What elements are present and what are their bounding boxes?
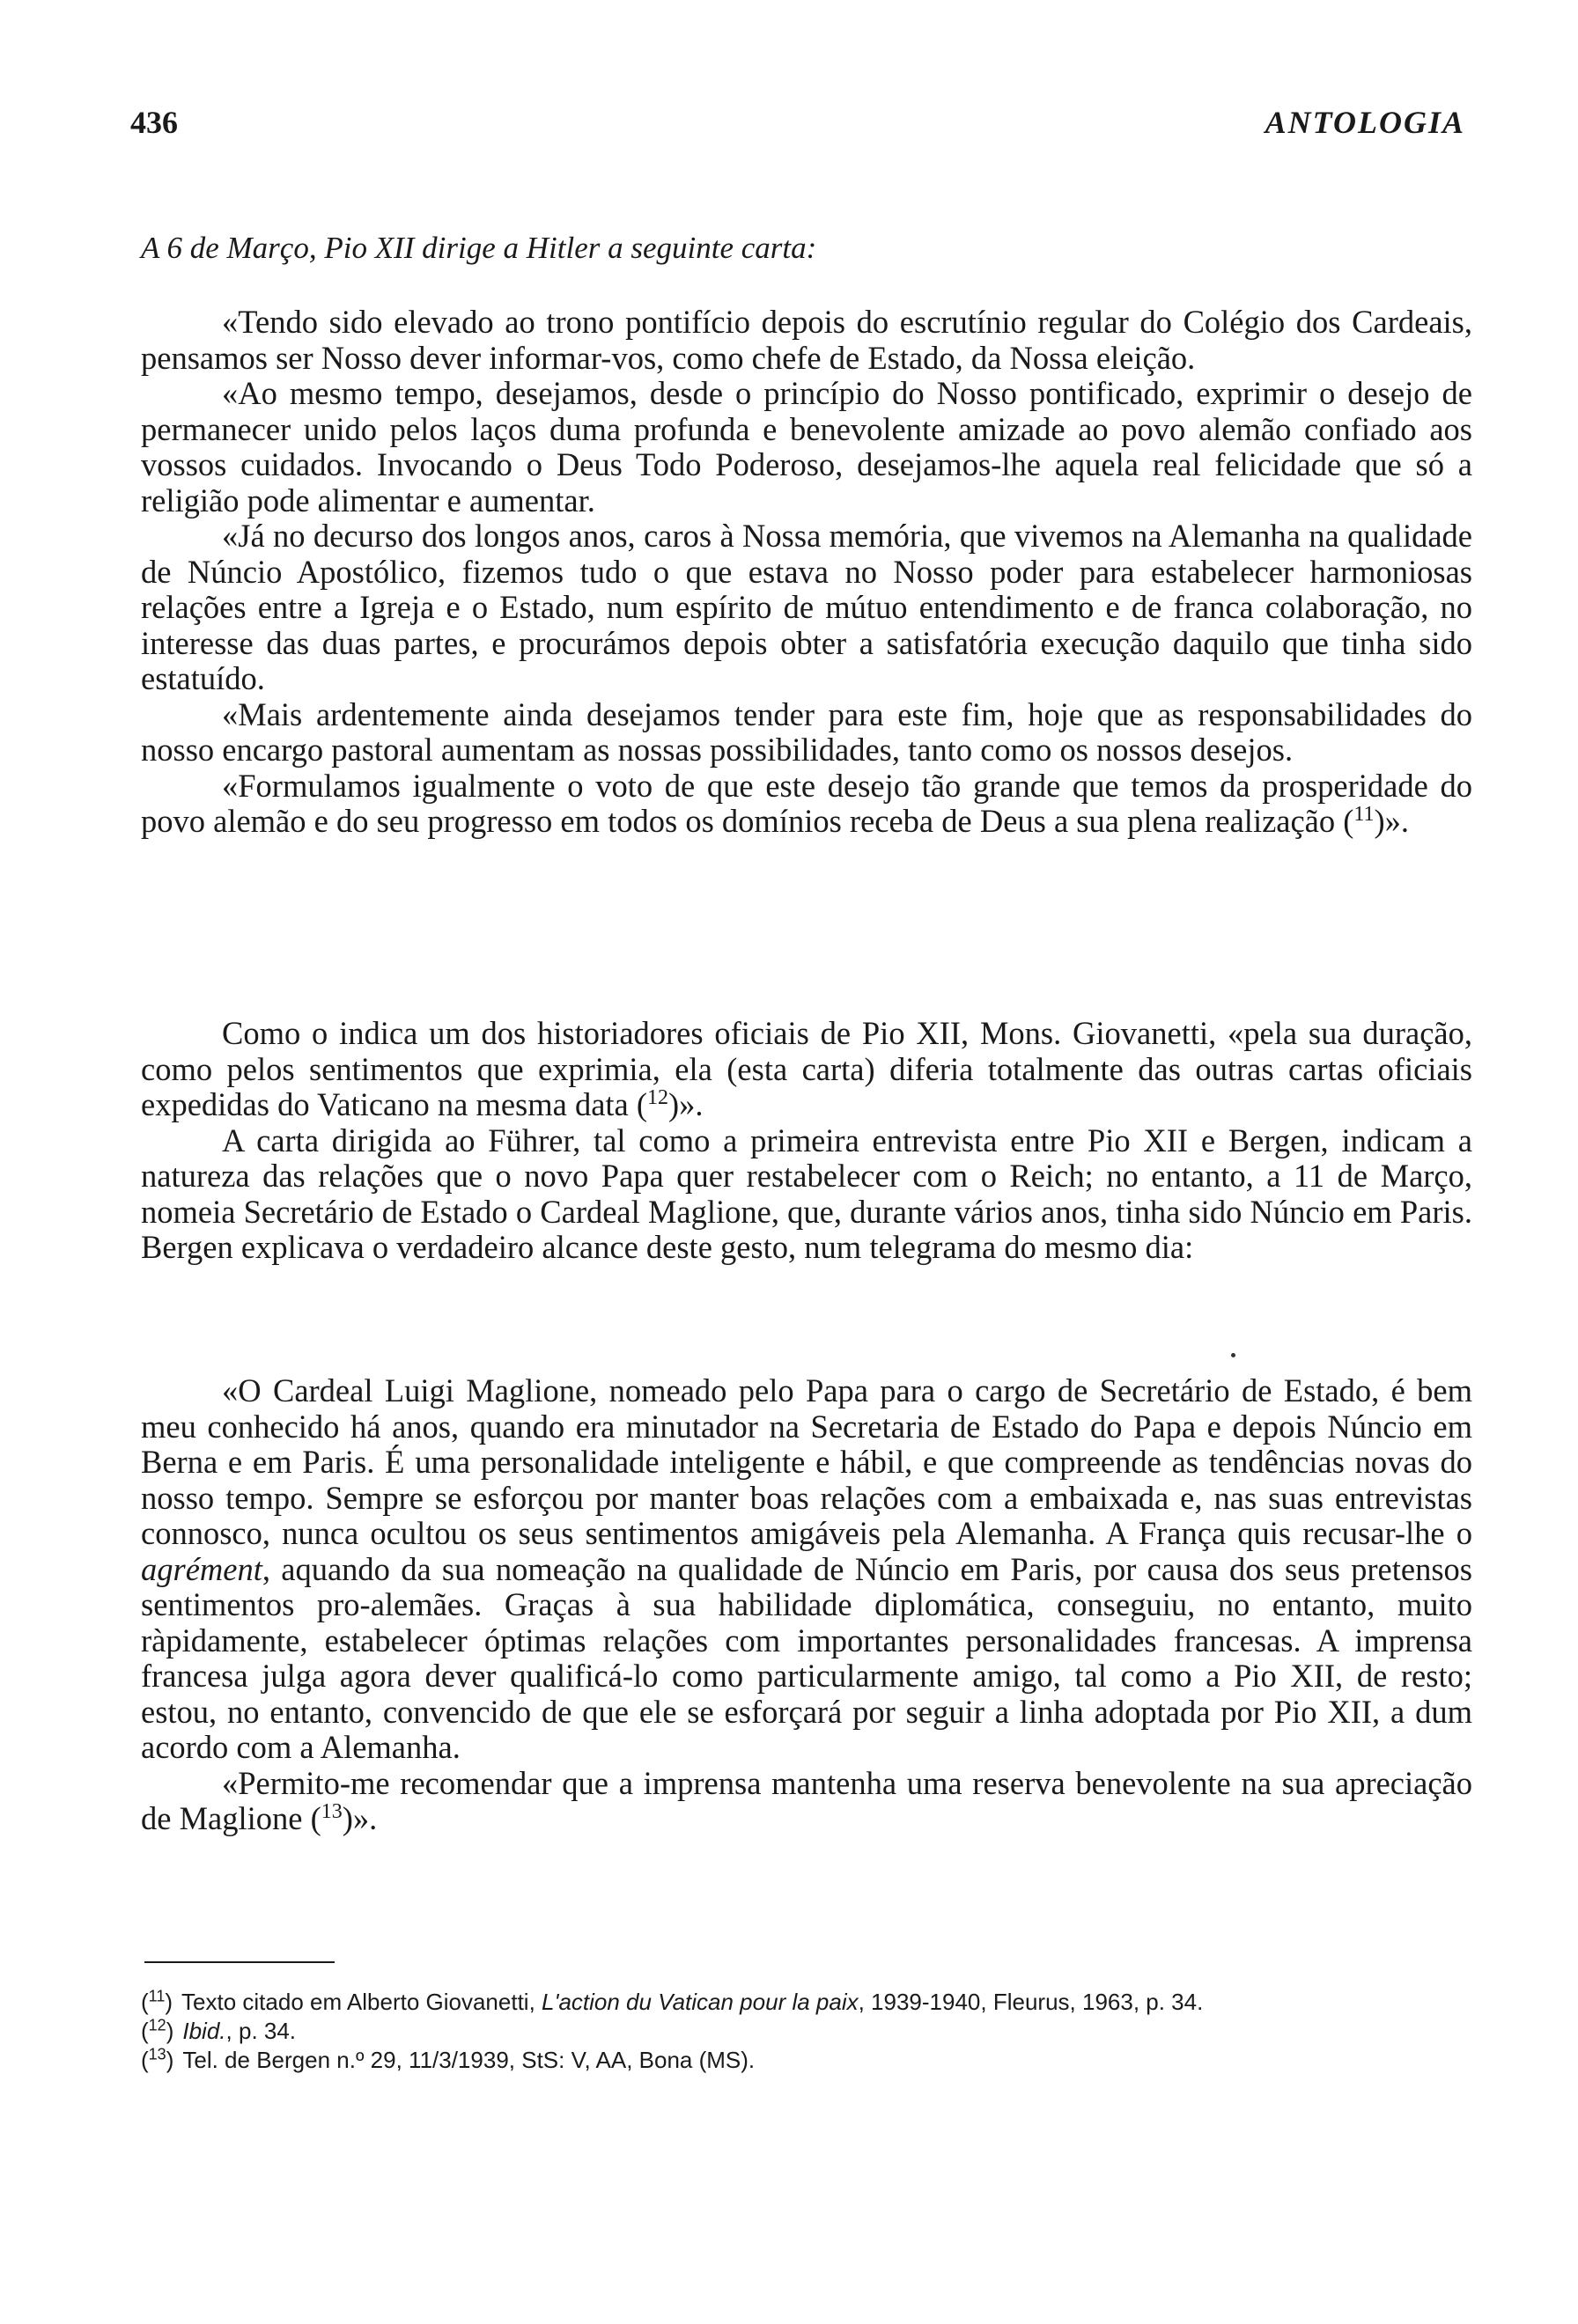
running-head: ANTOLOGIA	[1265, 105, 1465, 140]
footnote-number: 12	[148, 2016, 166, 2034]
footnote-ref: 13	[321, 1799, 343, 1823]
intro-line: A 6 de Março, Pio XII dirige a Hitler a seguinte carta:	[141, 231, 817, 265]
paragraph: «O Cardeal Luigi Maglione, nomeado pelo Papa para o cargo de Secretário de Estado, é bem meu conhecido há anos, quando era minutador na Secretaria de Estado do Papa e depois Núncio em Berna e em Paris. É uma personalidade inteligente e hábil, e que compreende as tendências novas do nosso tempo. Sempre se esforçou por manter boas relações com a embaixada e, nas suas entrevistas connosco, nunca ocultou os seus sentimentos amigáveis pela Alemanha. A França quis recusar-lhe o agrément, aquando da sua nomeação na qualidade de Núncio em Paris, por causa dos seus pretensos sentimentos pro-alemães. Graças à sua habilidade diplomática, conseguiu, no entanto, muito ràpidamente, estabelecer óptimas relações com importantes personalidades francesas. A imprensa francesa julga agora dever qualificá-lo como particularmente amigo, tal como a Pio XII, de resto; estou, no entanto, convencido de que ele se esforçará por seguir a linha adoptada por Pio XII, a dum acordo com a Alemanha.	[141, 1372, 1472, 1765]
paragraph: «Permito-me recomendar que a imprensa mantenha uma reserva benevolente na sua apreciação de Maglione ($^{13}$)».	[141, 1764, 1472, 1836]
footnote-number: 13	[148, 2045, 166, 2063]
footnote: ($^{11}$) Texto citado em Alberto Giovanetti, L'action du Vatican pour la paix, 1939-1940, Fleurus, 1963, p. 34.	[141, 1987, 1204, 2015]
page-number: 436	[130, 105, 178, 140]
footnote: ($^{13}$) Tel. de Bergen n.º 29, 11/3/1939, StS: V, AA, Bona (MS).	[141, 2045, 756, 2073]
letter-quote	[141, 305, 1472, 840]
footnote: ($^{12}$) Ibid., p. 34.	[141, 2016, 297, 2044]
footnote-divider	[144, 1961, 335, 1963]
commentary	[141, 1016, 1472, 1266]
paragraph: Como o indica um dos historiadores oficiais de Pio XII, Mons. Giovanetti, «pela sua duração, como pelos sentimentos que exprimia, ela (esta carta) diferia totalmente das outras cartas oficiais expedidas do Vaticano na mesma data ($^{12}$)».	[141, 1015, 1472, 1122]
paragraph: «Tendo sido elevado ao trono pontifício depois do escrutínio regular do Colégio dos Cardeais, pensamos ser Nosso dever informar-vos, como chefe de Estado, da Nossa eleição.	[141, 304, 1472, 376]
footnote-ref: 12	[647, 1085, 669, 1109]
footnotes	[141, 1988, 1472, 2075]
stray-mark	[1231, 1353, 1235, 1357]
paragraph: «Já no decurso dos longos anos, caros à Nossa memória, que vivemos na Alemanha na qualidade de Núncio Apostólico, fizemos tudo o que estava no Nosso poder para estabelecer harmoniosas relações entre a Igreja e o Estado, num espírito de mútuo entendimento e de franca colaboração, no interesse das duas partes, e procurámos depois obter a satisfatória execução daquilo que tinha sido estatuído.	[141, 518, 1472, 696]
footnote-number: 11	[148, 1987, 166, 2005]
telegram-quote	[141, 1373, 1472, 1837]
paragraph: A carta dirigida ao Führer, tal como a primeira entrevista entre Pio XII e Bergen, indicam a natureza das relações que o novo Papa quer restabelecer com o Reich; no entanto, a 11 de Março, nomeia Secretário de Estado o Cardeal Maglione, que, durante vários anos, tinha sido Núncio em Paris. Bergen explicava o verdadeiro alcance deste gesto, num telegrama do mesmo dia:	[141, 1122, 1472, 1265]
paragraph: «Formulamos igualmente o voto de que este desejo tão grande que temos da prosperidade do povo alemão e do seu progresso em todos os domínios receba de Deus a sua plena realização ($^{11}$)».	[141, 767, 1472, 839]
paragraph: «Mais ardentemente ainda desejamos tender para este fim, hoje que as responsabilidades do nosso encargo pastoral aumentam as nossas possibilidades, tanto como os nossos desejos.	[141, 695, 1472, 768]
paragraph: «Ao mesmo tempo, desejamos, desde o princípio do Nosso pontificado, exprimir o desejo de permanecer unido pelos laços duma profunda e benevolente amizade ao povo alemão confiado aos vossos cuidados. Invocando o Deus Todo Poderoso, desejamos-lhe aquela real felicidade que só a religião pode alimentar e aumentar.	[141, 375, 1472, 518]
italic-term: agrément	[141, 1550, 262, 1587]
footnote-ref: 11	[1353, 802, 1375, 826]
page-header	[130, 104, 1465, 141]
